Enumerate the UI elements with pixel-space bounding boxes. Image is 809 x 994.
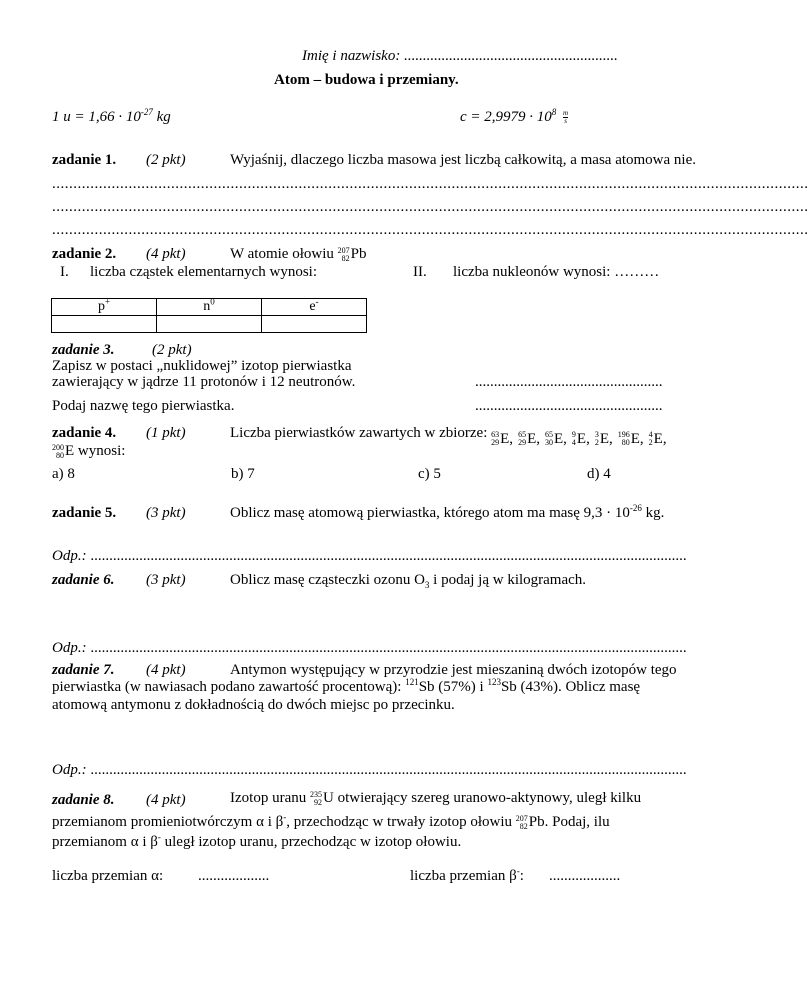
task7-line2: pierwiastka (w nawiasach podano zawartość procentową): $^{121}$Sb (57%) i $^{123}$Sb (43%). Oblicz masę: [52, 677, 641, 695]
task1-question: Wyjaśnij, dlaczego liczba masowa jest liczbą całkowitą, a masa atomowa nie.: [230, 152, 696, 168]
task3-line2: zawierający w jądrze 11 protonów i 12 neutronów.: [52, 374, 356, 390]
set-nuclide: 63 29 E,: [491, 430, 514, 447]
task6-answer-line[interactable]: Odp.: ...............................................................................................................................................................: [52, 640, 687, 656]
electrons-answer-cell[interactable]: [262, 316, 367, 333]
header-electrons: e-: [262, 299, 367, 316]
task8-line2: przemianom promieniotwórczym α i β-, przechodząc w trwały izotop ołowiu 207 82 Pb. Podaj, ilu: [52, 812, 610, 831]
task7-line1: Antymon występujący w przyrodzie jest mieszaniną dwóch izotopów tego: [230, 662, 677, 678]
task8-line3: przemianom α i β- uległ izotop uranu, przechodząc w izotop ołowiu.: [52, 832, 462, 850]
lead-nuclide: 207 82: [515, 813, 528, 831]
page-title: Atom – budowa i przemiany.: [274, 72, 459, 88]
answer-line[interactable]: ..................................................................................................................................................................................: [52, 176, 809, 192]
lead-nuclide: 207 82: [337, 245, 350, 263]
task2-part1-text: liczba cząstek elementarnych wynosi:: [90, 264, 317, 280]
task7-label: zadanie 7.: [52, 662, 115, 678]
task7-points: (4 pkt): [146, 662, 186, 678]
task2-part1-number: I.: [60, 264, 69, 280]
task3-name-answer[interactable]: ..................................................: [475, 398, 663, 414]
task1-points: (2 pkt): [146, 152, 186, 168]
task2-question: W atomie ołowiu 207 82 Pb: [230, 245, 367, 263]
task6-label: zadanie 6.: [52, 572, 115, 588]
beta-count-answer[interactable]: ...................: [549, 868, 621, 884]
set-nuclide: 3 2 E,: [594, 430, 613, 447]
alpha-count-label: liczba przemian α:: [52, 868, 164, 884]
set-nuclide: 65 29 E,: [518, 430, 540, 447]
task4-points: (1 pkt): [146, 425, 186, 441]
task2-part2-number: II.: [413, 264, 427, 280]
element-set: [491, 431, 671, 448]
alpha-count-answer[interactable]: ...................: [198, 868, 270, 884]
header-neutrons: $n^0$: [157, 299, 262, 316]
task5-question: Oblicz masę atomową pierwiastka, którego atom ma masę $9,3 \cdot 10^{-26}$ kg.: [230, 503, 665, 521]
task8-line1: Izotop uranu 235 92 U otwierający szereg uranowo-aktynowy, uległ kilku: [230, 789, 642, 807]
task4-label: zadanie 4.: [52, 425, 117, 441]
task5-points: (3 pkt): [146, 505, 186, 521]
task3-line1: Zapisz w postaci „nuklidowej” izotop pierwiastka: [52, 358, 352, 374]
task6-points: (3 pkt): [146, 572, 186, 588]
task5-label: zadanie 5.: [52, 505, 117, 521]
task3-points: (2 pkt): [152, 342, 192, 358]
uranium-nuclide: 235 92: [309, 789, 322, 807]
task8-label: zadanie 8.: [52, 792, 115, 808]
neutrons-answer-cell[interactable]: [157, 316, 262, 333]
c-unit: $\frac{m}{s}$: [563, 109, 569, 126]
task6-question: Oblicz masę cząsteczki ozonu $O_3$ i podaj ją w kilogramach.: [230, 572, 587, 590]
atomic-mass-unit-constant: 1 $u = 1,66 \cdot 10^{-27}$ kg: [52, 107, 171, 125]
answer-line[interactable]: ..................................................................................................................................................................................: [52, 222, 809, 238]
task3-line3: Podaj nazwę tego pierwiastka.: [52, 398, 235, 414]
particles-table: [51, 298, 367, 333]
name-field-label: Imię i nazwisko: .........................................................: [302, 48, 618, 64]
set-nuclide: 196 80 E,: [617, 430, 644, 447]
task4-question-end: 200 80 E wynosi:: [52, 442, 126, 460]
task1-label: zadanie 1.: [52, 152, 117, 168]
task3-label: zadanie 3.: [52, 342, 115, 358]
task2-part2-text: liczba nukleonów wynosi: ………: [453, 264, 660, 280]
task4-question: Liczba pierwiastków zawartych w zbiorze: 63 29 E, 65 29 E, 65 30 E, 9 4 E, 3 2 E, 196 80 E, 4 2 E,: [230, 425, 672, 448]
last-nuclide: 200 80: [52, 442, 64, 460]
task7-line3: atomową antymonu z dokładnością do dwóch miejsc po przecinku.: [52, 697, 455, 713]
task5-answer-line[interactable]: Odp.: ...............................................................................................................................................................: [52, 548, 687, 564]
protons-answer-cell[interactable]: [52, 316, 157, 333]
option-a[interactable]: a) 8: [52, 466, 75, 482]
task2-label: zadanie 2.: [52, 246, 117, 262]
set-nuclide: 4 2 E,: [648, 430, 667, 447]
speed-of-light-constant: $c = 2,9979 \cdot 10^8$ $\frac{m}{s}$: [460, 107, 569, 126]
answer-line[interactable]: ..................................................................................................................................................................................: [52, 199, 809, 215]
option-c[interactable]: c) 5: [418, 466, 441, 482]
task8-points: (4 pkt): [146, 792, 186, 808]
option-d[interactable]: d) 4: [587, 466, 611, 482]
task3-nuclide-answer[interactable]: ..................................................: [475, 374, 663, 390]
set-nuclide: 9 4 E,: [571, 430, 590, 447]
option-b[interactable]: b) 7: [231, 466, 255, 482]
header-protons: p+: [52, 299, 157, 316]
set-nuclide: 65 30 E,: [544, 430, 567, 447]
task2-points: (4 pkt): [146, 246, 186, 262]
task7-answer-line[interactable]: Odp.: ...............................................................................................................................................................: [52, 762, 687, 778]
beta-count-label: liczba przemian β-:: [410, 866, 524, 884]
